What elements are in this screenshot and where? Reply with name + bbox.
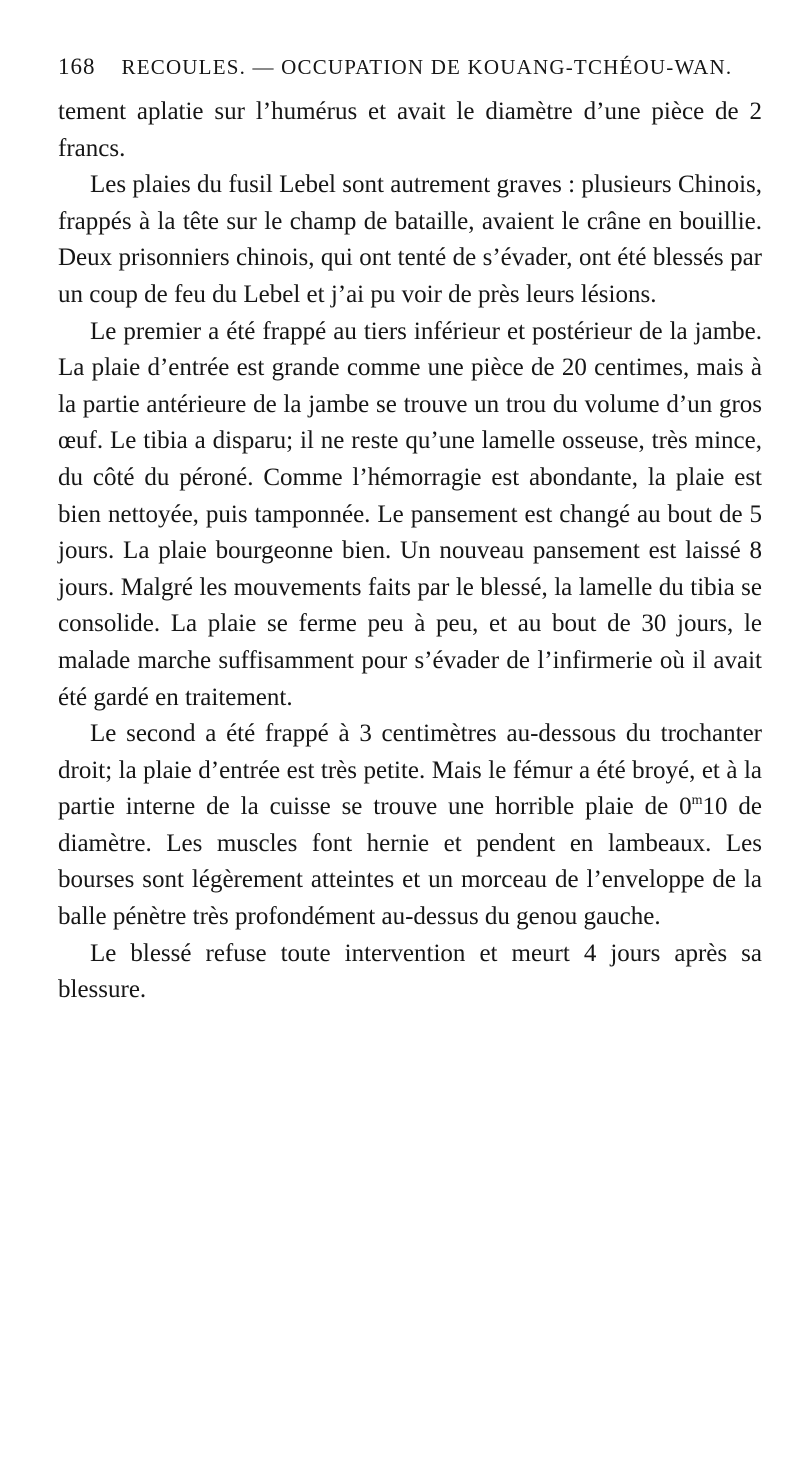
paragraph-5: Le blessé refuse toute intervention et meurt 4 jours après sa blessure.	[58, 939, 762, 1004]
running-head	[58, 52, 762, 82]
paragraph-4-text-a: Le second a été frappé à 3 centimètres au-dessous du trochanter droit; la plaie d’entrée est très petite. Mais le fémur a été broyé, et à la partie interne de la cuisse se trouve une horrible plaie de 0	[58, 720, 762, 821]
paragraph-4-text-b: 10 de diamètre. Les muscles font hernie et pendent en lambeaux. Les bourses sont légèrement atteintes et un morceau de l’enveloppe de la balle pénètre très profondément au-dessus du genou gauche.	[58, 793, 762, 931]
running-title: RECOULES. — OCCUPATION DE KOUANG-TCHÉOU-WAN.	[121, 55, 733, 79]
paragraph-4	[58, 716, 762, 936]
paragraph-2: Les plaies du fusil Lebel sont autrement graves : plusieurs Chinois, frappés à la tête sur le champ de bataille, avaient le crâne en bouillie. Deux prisonniers chinois, qui ont tenté de s’évader, ont été blessés par un coup de feu du Lebel et j’ai pu voir de près leurs lésions.	[58, 171, 762, 308]
book-page	[58, 52, 762, 1009]
paragraph-1: tement aplatie sur l’humérus et avait le diamètre d’une pièce de 2 francs.	[58, 98, 762, 162]
metre-superscript: m	[691, 793, 703, 809]
paragraph-3: Le premier a été frappé au tiers inférieur et postérieur de la jambe. La plaie d’entrée est grande comme une pièce de 20 centimes, mais à la partie antérieure de la jambe se trouve un trou du volume d’un gros œuf. Le tibia a disparu; il ne reste qu’une lamelle osseuse, très mince, du côté du péroné. Comme l’hémorragie est abondante, la plaie est bien nettoyée, puis tamponnée. Le pansement est changé au bout de 5 jours. La plaie bourgeonne bien. Un nouveau pansement est laissé 8 jours. Malgré les mouvements faits par le blessé, la lamelle du tibia se consolide. La plaie se ferme peu à peu, et au bout de 30 jours, le malade marche suffisamment pour s’évader de l’infirmerie où il avait été gardé en traitement.	[58, 317, 762, 711]
page-number: 168	[58, 54, 96, 79]
